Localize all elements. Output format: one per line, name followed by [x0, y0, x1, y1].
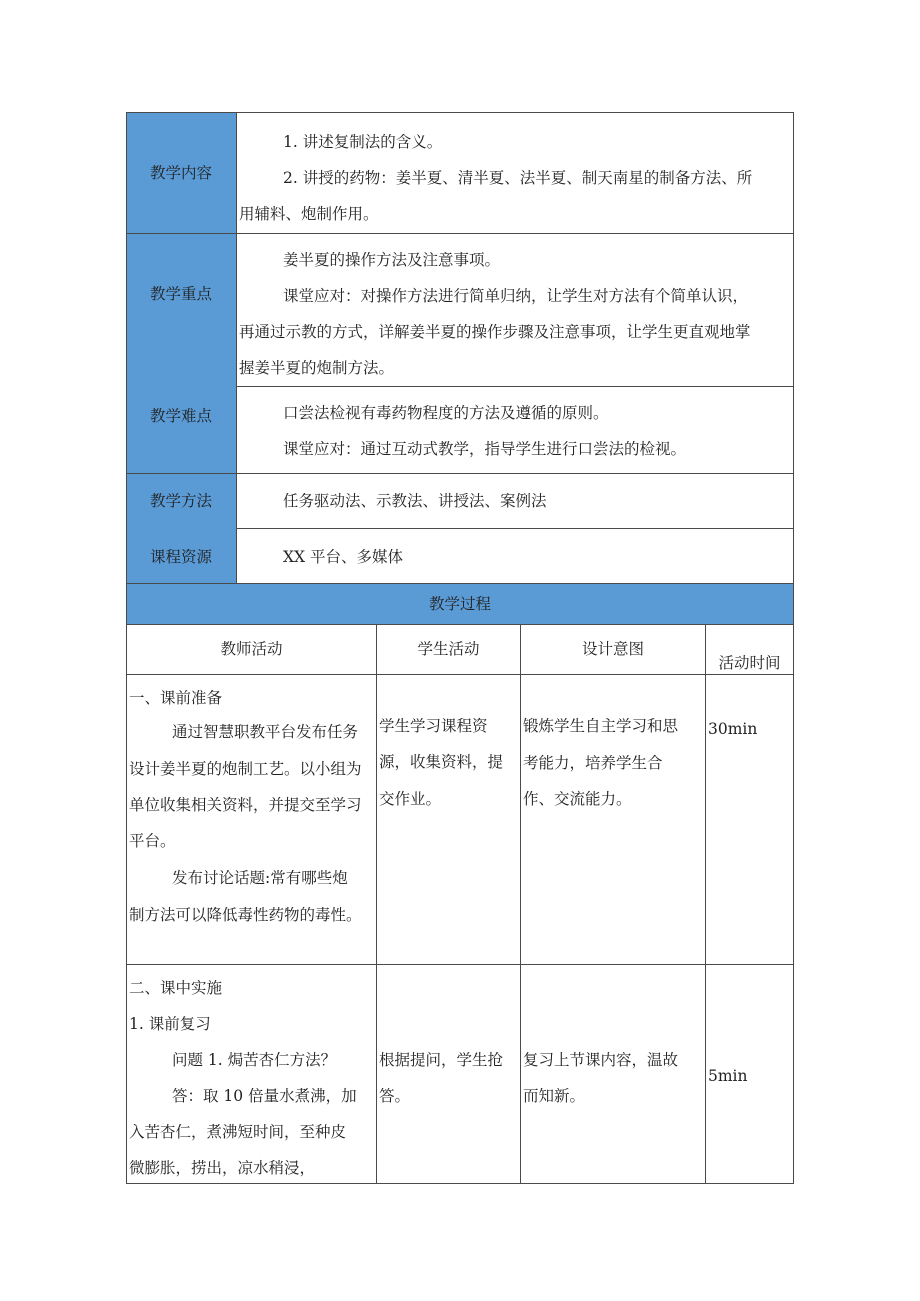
design-intent-line: 考能力，培养学生合 — [523, 754, 663, 772]
column-divider — [376, 624, 377, 1184]
row-divider — [126, 233, 794, 234]
student-activity-line: 答。 — [379, 1087, 411, 1105]
content-line: 口尝法检视有毒药物程度的方法及遵循的原则。 — [283, 404, 609, 422]
content-line: XX 平台、多媒体 — [283, 548, 403, 566]
label-key-points: 教学重点 — [149, 285, 212, 303]
row-divider — [126, 964, 794, 965]
teacher-activity-line: 制方法可以降低毒性药物的毒性。 — [129, 906, 362, 924]
content-line: 1. 讲述复制法的含义。 — [283, 133, 443, 151]
teacher-activity-line: 答：取 10 倍量水煮沸，加 — [172, 1087, 357, 1105]
teacher-activity-line: 通过智慧职教平台发布任务 — [172, 723, 359, 741]
table-border — [126, 1183, 794, 1184]
column-divider — [520, 624, 521, 1184]
teacher-activity-line: 微膨胀，捞出，凉水稍浸， — [129, 1159, 316, 1177]
row-divider — [236, 386, 794, 387]
design-intent-line: 复习上节课内容，温故 — [523, 1051, 679, 1069]
teacher-activity-line: 二、课中实施 — [129, 979, 223, 997]
teacher-activity-line: 发布讨论话题:常有哪些炮 — [172, 869, 348, 887]
teacher-activity-line: 问题 1. 焗苦杏仁方法？ — [172, 1051, 337, 1069]
student-activity-line: 学生学习课程资 — [379, 717, 488, 735]
design-intent-line: 作、交流能力。 — [523, 790, 632, 808]
row-divider — [126, 583, 794, 584]
label-teaching-methods: 教学方法 — [149, 492, 212, 510]
header-activity-time: 活动时间 — [718, 654, 781, 672]
content-line: 课堂应对：通过互动式教学，指导学生进行口尝法的检视。 — [283, 440, 687, 458]
activity-time: 5min — [708, 1067, 748, 1085]
label-teaching-content: 教学内容 — [149, 164, 212, 182]
content-line: 课堂应对：对操作方法进行简单归纳，让学生对方法有个简单认识， — [283, 287, 749, 305]
content-line: 2. 讲授的药物：姜半夏、清半夏、法半夏、制天南星的制备方法、所 — [283, 169, 753, 187]
column-divider — [236, 112, 237, 584]
content-line: 再通过示教的方式，详解姜半夏的操作步骤及注意事项，让学生更直观地掌 — [239, 323, 751, 341]
table-border — [126, 112, 794, 113]
header-design-intent: 设计意图 — [581, 640, 644, 658]
teacher-activity-line: 单位收集相关资料，并提交至学习 — [129, 796, 362, 814]
row-divider — [126, 473, 794, 474]
student-activity-line: 源，收集资料，提 — [379, 753, 504, 771]
teacher-activity-line: 1. 课前复习 — [129, 1015, 211, 1033]
activity-time: 30min — [708, 720, 758, 738]
table-border — [793, 112, 794, 1184]
content-line: 姜半夏的操作方法及注意事项。 — [283, 251, 501, 269]
teacher-activity-line: 一、课前准备 — [129, 689, 223, 707]
content-line: 握姜半夏的炮制方法。 — [239, 359, 395, 377]
content-line: 任务驱动法、示教法、讲授法、案例法 — [283, 492, 547, 510]
label-column-fill — [127, 113, 236, 583]
label-difficult-points: 教学难点 — [149, 407, 212, 425]
design-intent-line: 而知新。 — [523, 1087, 586, 1105]
teacher-activity-line: 平台。 — [129, 832, 176, 850]
student-activity-line: 根据提问，学生抢 — [379, 1051, 504, 1069]
column-divider — [705, 624, 706, 1184]
content-line: 用辅料、炮制作用。 — [239, 205, 379, 223]
row-divider — [236, 528, 794, 529]
student-activity-line: 交作业。 — [379, 790, 442, 808]
teacher-activity-line: 入苦杏仁，煮沸短时间，至种皮 — [129, 1123, 347, 1141]
row-divider — [126, 674, 794, 675]
process-title: 教学过程 — [428, 595, 491, 613]
row-divider — [126, 624, 794, 625]
teacher-activity-line: 设计姜半夏的炮制工艺。以小组为 — [129, 760, 362, 778]
header-student-activity: 学生活动 — [417, 640, 480, 658]
header-teacher-activity: 教师活动 — [220, 640, 283, 658]
label-course-resources: 课程资源 — [149, 548, 212, 566]
design-intent-line: 锻炼学生自主学习和思 — [523, 717, 679, 735]
